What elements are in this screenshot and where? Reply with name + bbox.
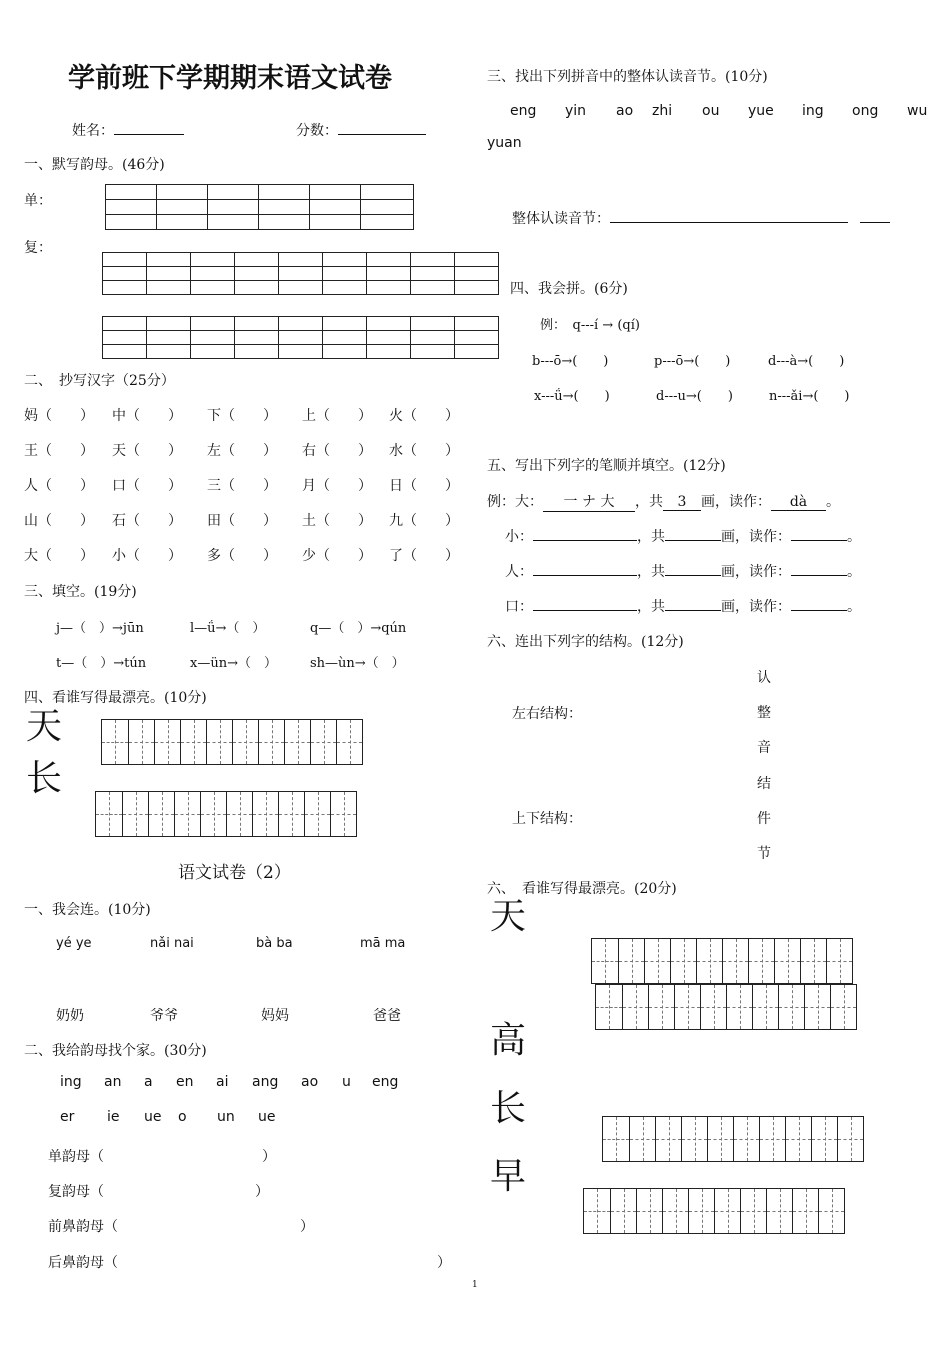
copy-item[interactable]: 了（ ） xyxy=(389,548,459,564)
compound-vowel-answer-label: 复韵母（ xyxy=(48,1184,104,1200)
copy-item[interactable]: 石（ ） xyxy=(112,513,182,529)
stroke-char-label: 口： xyxy=(505,599,533,615)
tianzige-row[interactable] xyxy=(583,1188,845,1234)
structure-char[interactable]: 认 xyxy=(757,670,771,686)
r4-example: 例： q---í → (qí) xyxy=(540,318,640,333)
read-label: 画，读作： xyxy=(701,494,771,510)
structure-char[interactable]: 整 xyxy=(757,705,771,721)
r5-example xyxy=(487,491,840,512)
copy-item[interactable]: 山（ ） xyxy=(24,513,94,529)
syllable-answer-label: 整体认读音节： xyxy=(512,211,610,227)
count-label: ，共 xyxy=(637,529,665,545)
tianzige-row[interactable] xyxy=(101,719,363,765)
example-count: 3 xyxy=(663,494,701,511)
vowel-item: un xyxy=(217,1109,235,1125)
vowel-item: u xyxy=(342,1074,351,1090)
tianzige-row[interactable] xyxy=(95,791,357,837)
paper2-title: 语文试卷（2） xyxy=(178,863,291,883)
example-prefix: 例：大： xyxy=(487,494,543,510)
spell-item[interactable]: n---ǎi→( ) xyxy=(769,389,850,404)
word-item[interactable]: 妈妈 xyxy=(261,1008,289,1024)
stroke-char-label: 小： xyxy=(505,529,533,545)
spell-item[interactable]: x---ǘ→( ) xyxy=(534,389,610,404)
count-label: ，共 xyxy=(637,599,665,615)
period: 。 xyxy=(826,494,840,510)
syllable-answer-blank[interactable] xyxy=(610,208,848,223)
score-label: 分数： xyxy=(296,123,338,139)
syllable-answer[interactable] xyxy=(512,208,848,228)
copy-item[interactable]: 田（ ） xyxy=(207,513,277,529)
copy-item[interactable]: 小（ ） xyxy=(112,548,182,564)
example-reading: dà xyxy=(771,494,826,511)
compound-vowel-grid-2[interactable] xyxy=(102,316,499,359)
close-paren: ） xyxy=(437,1255,451,1271)
copy-item[interactable]: 月（ ） xyxy=(302,478,372,494)
model-char: 长 xyxy=(490,1088,527,1129)
copy-item[interactable]: 日（ ） xyxy=(389,478,459,494)
reading-blank[interactable] xyxy=(791,596,847,611)
tianzige-row[interactable] xyxy=(602,1116,864,1162)
copy-item[interactable]: 水（ ） xyxy=(389,443,459,459)
syllable-item[interactable]: eng xyxy=(510,103,537,119)
word-item[interactable]: 爷爷 xyxy=(150,1008,178,1024)
spell-item[interactable]: b---ō→( ) xyxy=(532,354,609,369)
front-nasal-answer-label: 前鼻韵母（ xyxy=(48,1219,118,1235)
copy-item[interactable]: 妈（ ） xyxy=(24,408,94,424)
vowel-item: ue xyxy=(258,1109,276,1125)
syllable-item[interactable]: wu xyxy=(907,103,928,119)
p2q2-heading: 二、我给韵母找个家。(30分) xyxy=(24,1043,207,1059)
stroke-char-label: 人： xyxy=(505,564,533,580)
copy-item[interactable]: 中（ ） xyxy=(112,408,182,424)
count-blank[interactable] xyxy=(665,596,721,611)
structure-char[interactable]: 结 xyxy=(757,776,771,792)
copy-item[interactable]: 三（ ） xyxy=(207,478,277,494)
tianzige-row[interactable] xyxy=(595,984,857,1030)
syllable-item[interactable]: ong xyxy=(852,103,879,119)
example-strokes: 一 ナ 大 xyxy=(543,491,635,512)
r5-heading: 五、写出下列字的笔顺并填空。(12分) xyxy=(487,458,726,474)
spell-item[interactable]: d---u→( ) xyxy=(656,389,733,404)
tianzige-row[interactable] xyxy=(591,938,853,984)
copy-item[interactable]: 土（ ） xyxy=(302,513,372,529)
left-right-label[interactable]: 左右结构： xyxy=(512,706,582,722)
page-title: 学前班下学期期末语文试卷 xyxy=(68,63,392,94)
read-label: 画，读作： xyxy=(721,529,791,545)
fill-item[interactable]: l—ǘ→（ ） xyxy=(190,621,266,636)
name-field[interactable] xyxy=(72,120,184,140)
count-blank[interactable] xyxy=(665,561,721,576)
stroke-row xyxy=(505,526,861,546)
page-number: 1 xyxy=(472,1280,478,1290)
vowel-item: ie xyxy=(107,1109,120,1125)
reading-blank[interactable] xyxy=(791,561,847,576)
model-char: 高 xyxy=(490,1020,527,1061)
syllable-answer-extra[interactable] xyxy=(860,222,890,223)
fill-item[interactable]: t—（ ）→tún xyxy=(56,656,147,671)
copy-item[interactable]: 口（ ） xyxy=(112,478,182,494)
count-label: ，共 xyxy=(637,564,665,580)
pinyin-item[interactable]: yé ye xyxy=(56,936,92,951)
copy-item[interactable]: 右（ ） xyxy=(302,443,372,459)
vowel-item: ang xyxy=(252,1074,279,1090)
copy-item[interactable]: 大（ ） xyxy=(24,548,94,564)
model-char: 天 xyxy=(490,896,527,937)
copy-item[interactable]: 火（ ） xyxy=(389,408,459,424)
score-field[interactable] xyxy=(296,120,426,140)
score-blank[interactable] xyxy=(338,120,426,135)
fill-item[interactable]: sh—ùn→（ ） xyxy=(310,656,405,671)
s2-heading: 二、 抄写汉字（25分） xyxy=(24,373,175,389)
count-label: ，共 xyxy=(635,494,663,510)
r4-heading: 四、我会拼。(6分) xyxy=(510,281,628,297)
copy-item[interactable]: 多（ ） xyxy=(207,548,277,564)
period: 。 xyxy=(847,529,861,545)
syllable-item[interactable]: ao xyxy=(616,103,634,119)
stroke-row xyxy=(505,561,861,581)
read-label: 画，读作： xyxy=(721,564,791,580)
spell-item[interactable]: p---ō→( ) xyxy=(654,354,731,369)
vowel-item: o xyxy=(178,1109,187,1125)
pinyin-item[interactable]: bà ba xyxy=(256,936,293,951)
close-paren: ） xyxy=(255,1184,269,1200)
structure-char[interactable]: 音 xyxy=(757,740,771,756)
strokes-blank[interactable] xyxy=(533,561,637,576)
top-bottom-label[interactable]: 上下结构： xyxy=(512,811,582,827)
model-char: 早 xyxy=(490,1156,527,1197)
pinyin-item[interactable]: nǎi nai xyxy=(150,936,194,951)
r7-heading: 六、 看谁写得最漂亮。(20分) xyxy=(487,881,677,897)
vowel-item: an xyxy=(104,1074,122,1090)
compound-vowel-grid-1[interactable] xyxy=(102,252,499,295)
back-nasal-answer-label: 后鼻韵母（ xyxy=(48,1255,118,1271)
r3-heading: 三、找出下列拼音中的整体认读音节。(10分) xyxy=(487,69,768,85)
model-char: 天 xyxy=(26,706,63,747)
fill-item[interactable]: q—（ ）→qún xyxy=(310,621,407,636)
copy-item[interactable]: 上（ ） xyxy=(302,408,372,424)
vowel-item: er xyxy=(60,1109,75,1125)
single-vowel-label: 单： xyxy=(24,193,52,209)
vowel-item: ai xyxy=(216,1074,229,1090)
syllable-item[interactable]: yue xyxy=(748,103,774,119)
copy-item[interactable]: 天（ ） xyxy=(112,443,182,459)
word-item[interactable]: 爸爸 xyxy=(373,1008,401,1024)
vowel-item: a xyxy=(144,1074,153,1090)
copy-item[interactable]: 下（ ） xyxy=(207,408,277,424)
copy-item[interactable]: 左（ ） xyxy=(207,443,277,459)
syllable-item[interactable]: ing xyxy=(802,103,824,119)
structure-char[interactable]: 件 xyxy=(757,811,771,827)
name-label: 姓名： xyxy=(72,123,114,139)
vowel-item: ue xyxy=(144,1109,162,1125)
structure-char[interactable]: 节 xyxy=(757,846,771,862)
word-item[interactable]: 奶奶 xyxy=(56,1008,84,1024)
single-vowel-answer-label: 单韵母（ xyxy=(48,1149,104,1165)
r6-heading: 六、连出下列字的结构。(12分) xyxy=(487,634,684,650)
fill-item[interactable]: x—ün→（ ） xyxy=(190,656,277,671)
period: 。 xyxy=(847,599,861,615)
spell-item[interactable]: d---à→( ) xyxy=(768,354,845,369)
vowel-item: en xyxy=(176,1074,194,1090)
compound-vowel-label: 复： xyxy=(24,240,52,256)
syllable-item[interactable]: yin xyxy=(565,103,587,119)
vowel-item: ao xyxy=(301,1074,319,1090)
close-paren: ） xyxy=(262,1149,276,1165)
vowel-item: eng xyxy=(372,1074,399,1090)
fill-item[interactable]: j—（ ）→jūn xyxy=(56,621,144,636)
single-vowel-grid[interactable] xyxy=(105,184,414,230)
copy-item[interactable]: 王（ ） xyxy=(24,443,94,459)
copy-item[interactable]: 少（ ） xyxy=(302,548,372,564)
s4-heading: 四、看谁写得最漂亮。(10分) xyxy=(24,690,207,706)
pinyin-item[interactable]: mā ma xyxy=(360,936,406,951)
count-blank[interactable] xyxy=(665,526,721,541)
model-char: 长 xyxy=(26,758,63,799)
syllable-item[interactable]: yuan xyxy=(487,135,522,151)
syllable-item[interactable]: ou xyxy=(702,103,720,119)
name-blank[interactable] xyxy=(114,120,184,135)
strokes-blank[interactable] xyxy=(533,596,637,611)
copy-item[interactable]: 人（ ） xyxy=(24,478,94,494)
read-label: 画，读作： xyxy=(721,599,791,615)
period: 。 xyxy=(847,564,861,580)
reading-blank[interactable] xyxy=(791,526,847,541)
close-paren: ） xyxy=(300,1219,314,1235)
s3-heading: 三、填空。(19分) xyxy=(24,584,137,600)
s1-heading: 一、默写韵母。(46分) xyxy=(24,157,165,173)
vowel-item: ing xyxy=(60,1074,82,1090)
p2q1-heading: 一、我会连。(10分) xyxy=(24,902,151,918)
strokes-blank[interactable] xyxy=(533,526,637,541)
copy-item[interactable]: 九（ ） xyxy=(389,513,459,529)
syllable-item[interactable]: zhi xyxy=(652,103,673,119)
stroke-row xyxy=(505,596,861,616)
